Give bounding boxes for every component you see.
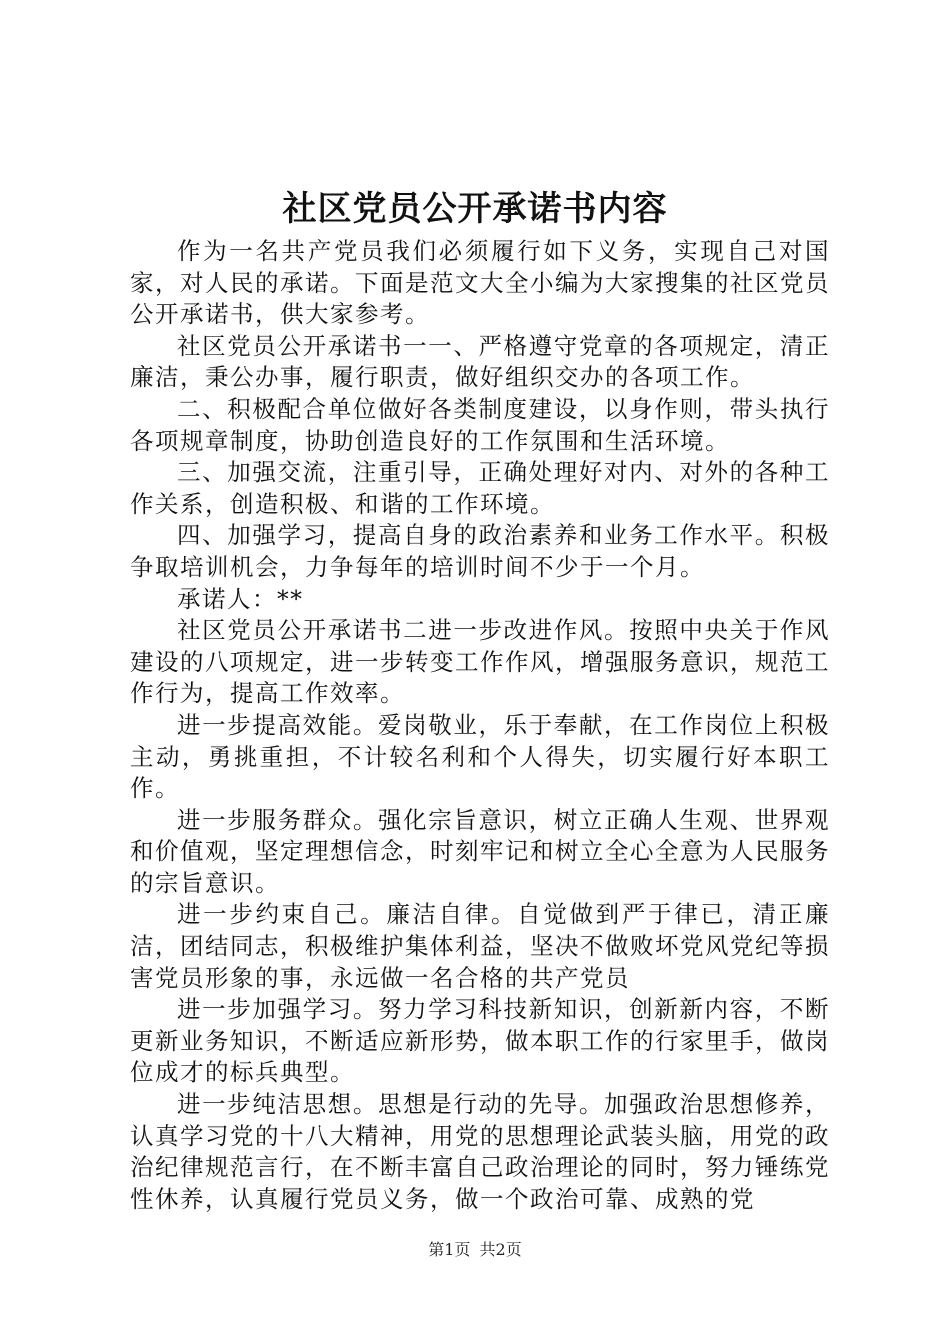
paragraph-pledge-one-item-2: 二、积极配合单位做好各类制度建设，以身作则，带头执行各项规章制度，协助创造良好的工作氛围和生活环境。 (130, 394, 830, 455)
document-body (130, 236, 830, 1215)
paragraph-intro: 作为一名共产党员我们必须履行如下义务，实现自己对国家，对人民的承诺。下面是范文大全小编为大家搜集的社区党员公开承诺书，供大家参考。 (130, 237, 830, 329)
paragraph-pledge-two-study: 进一步加强学习。努力学习科技新知识，创新新内容，不断更新业务知识，不断适应新形势，做本职工作的行家里手，做岗位成才的标兵典型。 (130, 995, 830, 1087)
page-number-current: 第1页 (428, 1240, 471, 1259)
paragraph-pledge-one-item-3: 三、加强交流，注重引导，正确处理好对内、对外的各种工作关系，创造积极、和谐的工作环境。 (130, 458, 830, 518)
page-footer (0, 1238, 950, 1262)
paragraph-pledge-two-discipline: 进一步约束自己。廉洁自律。自觉做到严于律已，清正廉洁，团结同志，积极维护集体利益，坚决不做败坏党风党纪等损害党员形象的事，永远做一名合格的共产党员 (130, 900, 830, 992)
document-title: 社区党员公开承诺书内容 (282, 189, 668, 229)
paragraph-pledge-one-item-4: 四、加强学习，提高自身的政治素养和业务工作水平。积极争取培训机会，力争每年的培训时间不少于一个月。 (130, 521, 830, 581)
paragraph-pledge-two-thought: 进一步纯洁思想。思想是行动的先导。加强政治思想修养，认真学习党的十八大精神，用党的思想理论武装头脑，用党的政治纪律规范言行，在不断丰富自己政治理论的同时，努力锤练党性休养，认真履行党员义务，做一个政治可靠、成熟的党 (130, 1090, 830, 1213)
paragraph-pledge-two-style: 社区党员公开承诺书二进一步改进作风。按照中央关于作风建设的八项规定，进一步转变工作作风，增强服务意识，规范工作行为，提高工作效率。 (130, 616, 830, 708)
paragraph-signatory: 承诺人：** (177, 584, 304, 613)
paragraph-pledge-one-item-1: 社区党员公开承诺书一一、严格遵守党章的各项规定，清正廉洁，秉公办事，履行职责，做好组织交办的各项工作。 (130, 331, 830, 392)
page-number-total: 共2页 (479, 1240, 522, 1259)
paragraph-pledge-two-service: 进一步服务群众。强化宗旨意识，树立正确人生观、世界观和价值观，坚定理想信念，时刻牢记和树立全心全意为人民服务的宗旨意识。 (130, 805, 830, 897)
paragraph-pledge-two-efficiency: 进一步提高效能。爱岗敬业，乐于奉献，在工作岗位上积极主动，勇挑重担，不计较名利和个人得失，切实履行好本职工作。 (130, 710, 830, 803)
